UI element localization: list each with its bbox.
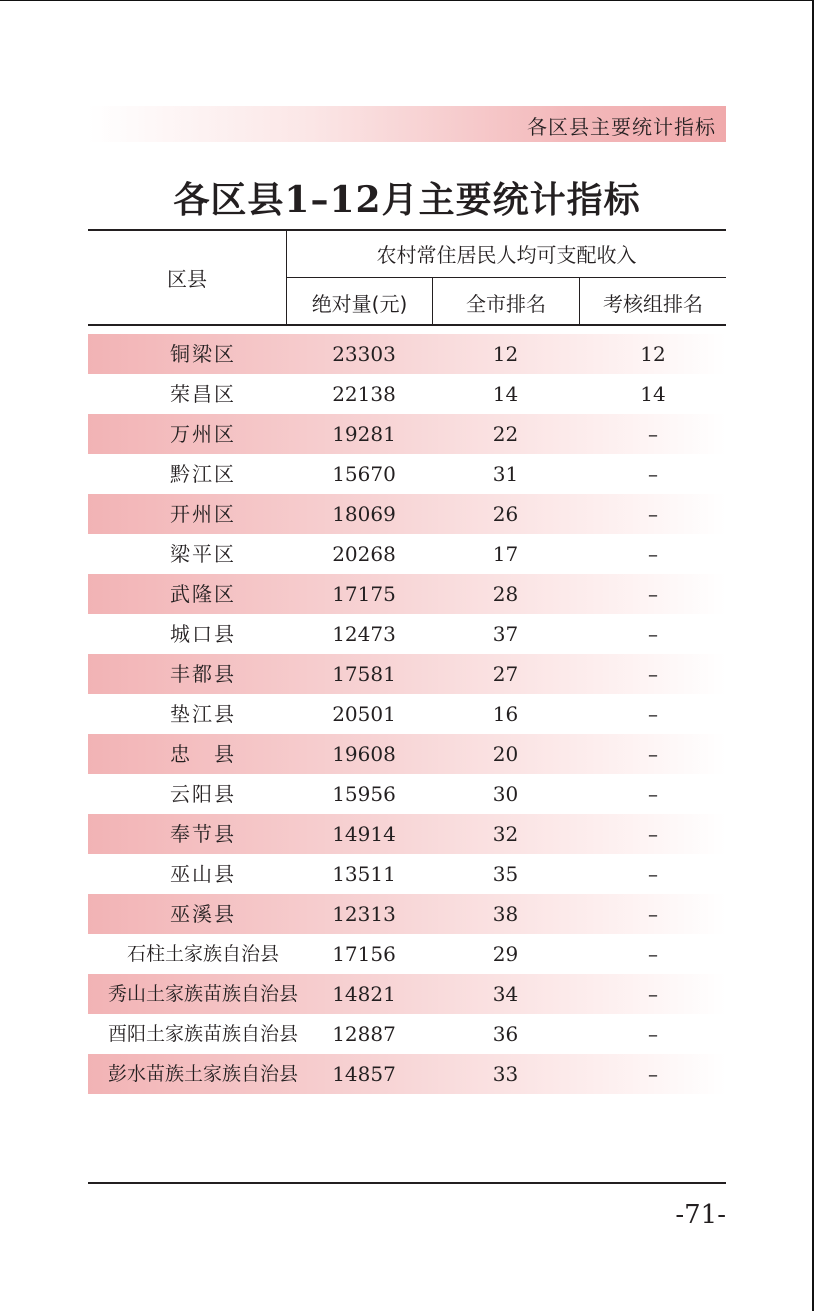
column-header-group-rank: 考核组排名: [603, 292, 703, 316]
absolute-value: 14821: [332, 982, 396, 1006]
group-rank: –: [648, 742, 658, 766]
table-row: [88, 614, 726, 654]
absolute-value: 14914: [332, 822, 396, 846]
absolute-value: 17581: [332, 662, 396, 686]
header-subrule: [286, 277, 726, 278]
group-rank: –: [648, 782, 658, 806]
county-name: 荣昌区: [170, 382, 236, 406]
group-rank: 14: [640, 382, 666, 406]
group-rank: –: [648, 862, 658, 886]
city-rank: 34: [492, 982, 519, 1006]
group-rank: –: [648, 1062, 658, 1086]
column-header-county: 区县: [167, 267, 207, 291]
table-row: [88, 774, 726, 814]
absolute-value: 15670: [332, 462, 396, 486]
city-rank: 17: [492, 542, 519, 566]
county-name: 城口县: [170, 622, 236, 646]
page-number: -71-: [675, 1200, 726, 1230]
absolute-value: 13511: [332, 862, 396, 886]
table-row: [88, 534, 726, 574]
county-name: 万州区: [170, 422, 236, 446]
county-name: 彭水苗族土家族自治县: [107, 1063, 298, 1085]
county-name: 云阳县: [170, 782, 236, 806]
column-header-city-rank: 全市排名: [466, 292, 546, 316]
table-header: [88, 229, 726, 326]
city-rank: 30: [492, 782, 519, 806]
city-rank: 29: [492, 942, 519, 966]
county-name: 巫溪县: [170, 902, 236, 926]
county-name: 石柱土家族自治县: [126, 943, 279, 965]
group-rank: –: [648, 982, 658, 1006]
group-rank: –: [648, 582, 658, 606]
county-name: 奉节县: [170, 822, 236, 846]
city-rank: 36: [492, 1022, 519, 1046]
county-name: 梁平区: [170, 542, 236, 566]
county-name: 忠 县: [170, 742, 236, 766]
city-rank: 32: [492, 822, 519, 846]
column-group-header: 农村常住居民人均可支配收入: [376, 243, 637, 267]
county-name: 酉阳土家族苗族自治县: [107, 1023, 298, 1045]
group-rank: –: [648, 502, 658, 526]
city-rank: 38: [492, 902, 519, 926]
county-name: 秀山土家族苗族自治县: [107, 983, 298, 1005]
absolute-value: 12313: [332, 902, 396, 926]
table-row: [88, 374, 726, 414]
group-rank: –: [648, 822, 658, 846]
city-rank: 33: [492, 1062, 519, 1086]
table-header-bottom-rule: [88, 324, 726, 326]
city-rank: 14: [492, 382, 519, 406]
absolute-value: 17156: [332, 942, 396, 966]
absolute-value: 23303: [332, 342, 396, 366]
footer-rule: [88, 1182, 726, 1184]
city-rank: 27: [492, 662, 519, 686]
city-rank: 16: [492, 702, 519, 726]
county-name: 铜梁区: [170, 342, 236, 366]
absolute-value: 19281: [332, 422, 396, 446]
group-rank: –: [648, 542, 658, 566]
table-row: [88, 854, 726, 894]
absolute-value: 17175: [332, 582, 396, 606]
page-top-edge: [0, 0, 814, 1]
group-rank: –: [648, 622, 658, 646]
city-rank: 37: [492, 622, 519, 646]
page-title: 各区县1–12月主要统计指标: [173, 179, 641, 221]
table-row: [88, 414, 726, 454]
group-rank: –: [648, 1022, 658, 1046]
table-row: [88, 974, 726, 1014]
absolute-value: 19608: [332, 742, 396, 766]
absolute-value: 18069: [332, 502, 396, 526]
table-row: [88, 654, 726, 694]
city-rank: 26: [492, 502, 519, 526]
column-header-absolute: 绝对量(元): [311, 292, 408, 316]
city-rank: 31: [492, 462, 519, 486]
absolute-value: 22138: [332, 382, 396, 406]
table-row: [88, 734, 726, 774]
table-row: [88, 694, 726, 734]
section-header-band: [88, 106, 726, 142]
county-name: 巫山县: [170, 862, 236, 886]
group-rank: –: [648, 462, 658, 486]
county-name: 开州区: [170, 502, 236, 526]
table-top-rule: [88, 229, 726, 231]
group-rank: –: [648, 902, 658, 926]
absolute-value: 14857: [332, 1062, 396, 1086]
table-row: [88, 1014, 726, 1054]
absolute-value: 20268: [332, 542, 396, 566]
group-rank: –: [648, 422, 658, 446]
absolute-value: 12887: [332, 1022, 396, 1046]
county-name: 黔江区: [170, 462, 236, 486]
city-rank: 20: [492, 742, 519, 766]
group-rank: –: [648, 702, 658, 726]
city-rank: 22: [492, 422, 519, 446]
city-rank: 35: [492, 862, 519, 886]
county-name: 丰都县: [170, 662, 236, 686]
table-body: [88, 334, 726, 1094]
absolute-value: 20501: [332, 702, 396, 726]
table-row: [88, 934, 726, 974]
table-row: [88, 494, 726, 534]
absolute-value: 12473: [332, 622, 396, 646]
table-row: [88, 894, 726, 934]
table-row: [88, 334, 726, 374]
table-row: [88, 574, 726, 614]
absolute-value: 15956: [332, 782, 396, 806]
group-rank: 12: [640, 342, 666, 366]
group-rank: –: [648, 662, 658, 686]
city-rank: 28: [492, 582, 519, 606]
section-header-title: 各区县主要统计指标: [527, 115, 716, 139]
county-name: 武隆区: [170, 582, 236, 606]
city-rank: 12: [492, 342, 519, 366]
table-row: [88, 454, 726, 494]
table-row: [88, 814, 726, 854]
table-row: [88, 1054, 726, 1094]
group-rank: –: [648, 942, 658, 966]
county-name: 垫江县: [170, 702, 236, 726]
